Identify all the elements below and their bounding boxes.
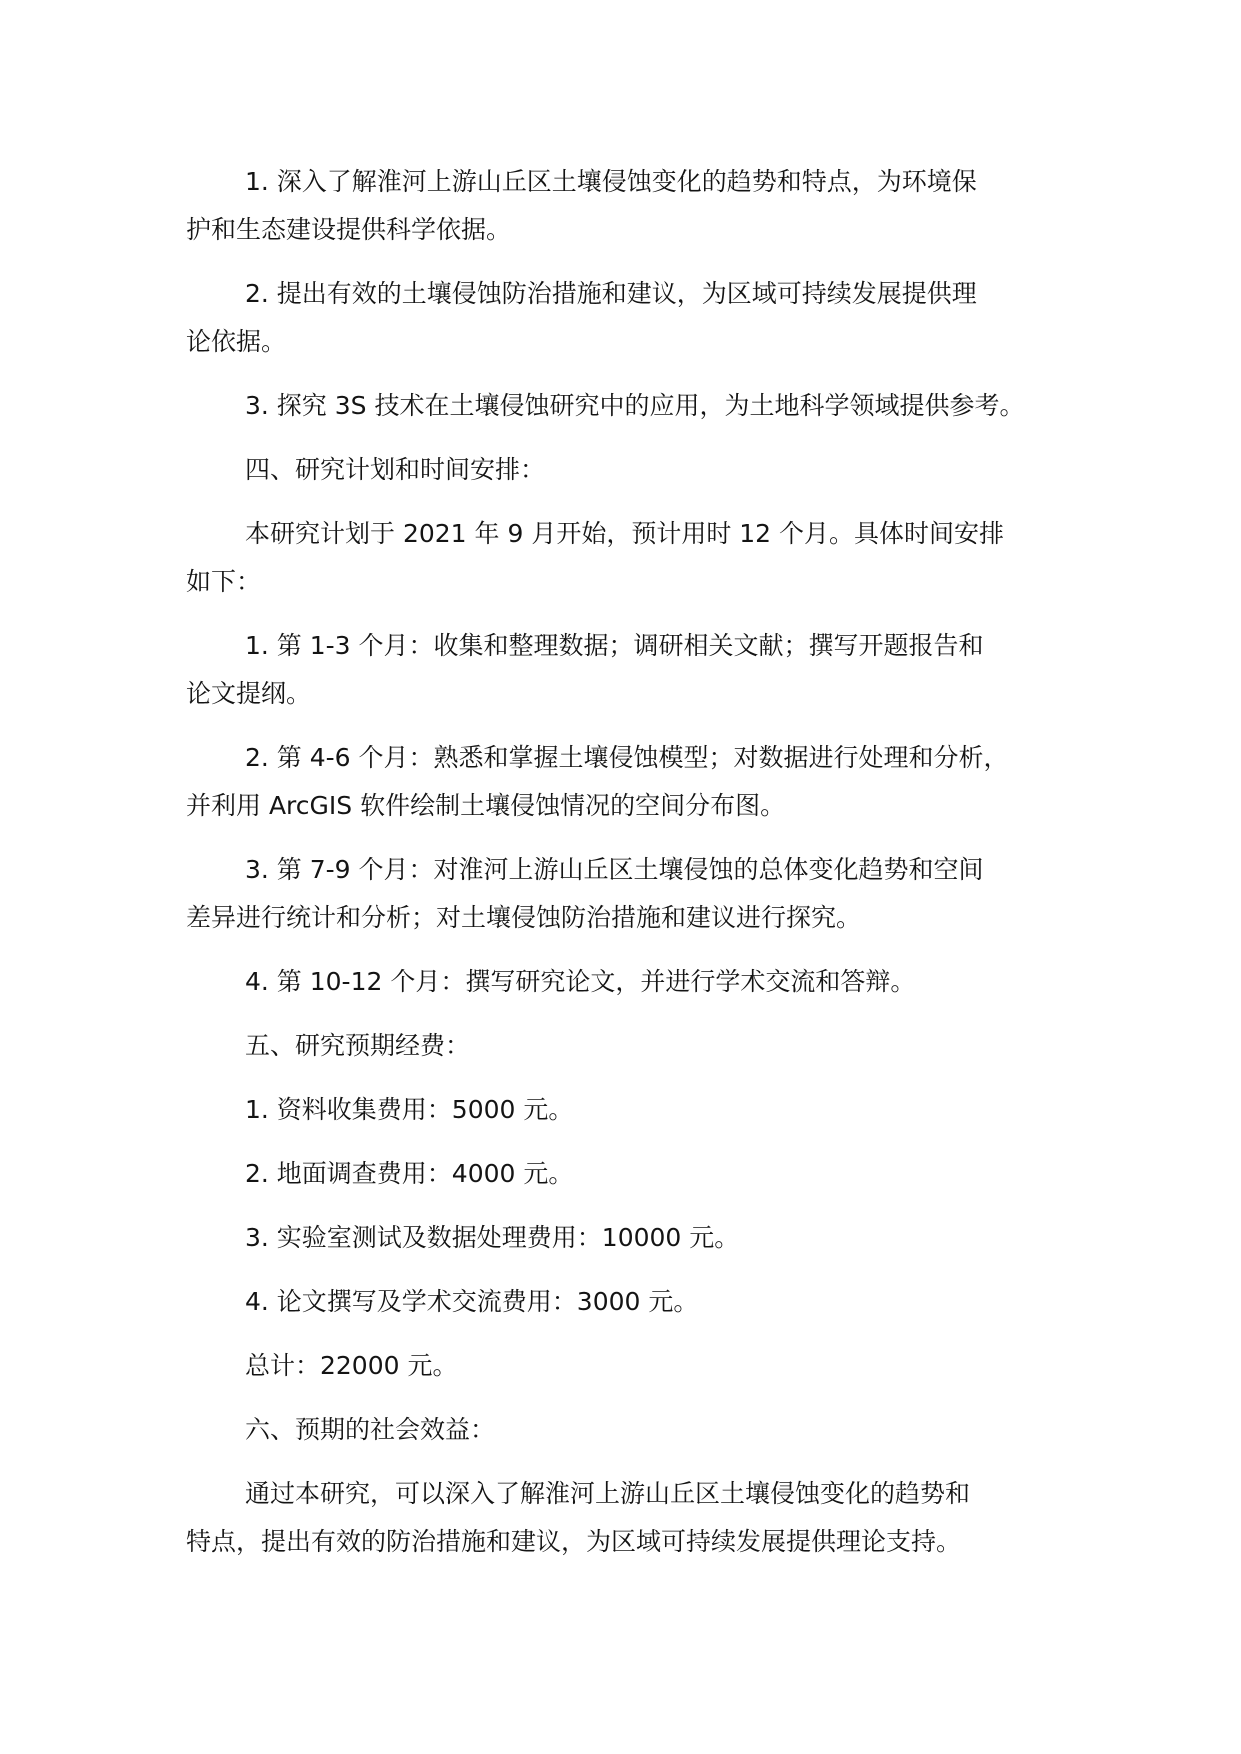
paragraph-line: 1. 资料收集费用：5000 元。 [245, 1095, 574, 1124]
paragraph-line: 2. 提出有效的土壤侵蚀防治措施和建议，为区域可持续发展提供理 [245, 279, 977, 308]
paragraph-line: 总计：22000 元。 [245, 1351, 458, 1380]
paragraph-line: 差异进行统计和分析；对土壤侵蚀防治措施和建议进行探究。 [186, 903, 862, 932]
paragraph-line: 论依据。 [186, 327, 287, 356]
paragraph-line: 本研究计划于 2021 年 9 月开始，预计用时 12 个月。具体时间安排 [245, 519, 1005, 548]
paragraph-line: 护和生态建设提供科学依据。 [186, 215, 512, 244]
paragraph-line: 特点，提出有效的防治措施和建议，为区域可持续发展提供理论支持。 [186, 1527, 962, 1556]
paragraph-plan-4 [186, 958, 1086, 1006]
paragraph-line: 3. 第 7-9 个月：对淮河上游山丘区土壤侵蚀的总体变化趋势和空间 [245, 855, 984, 884]
paragraph-plan-intro [186, 510, 1086, 606]
paragraph-plan-1 [186, 622, 1086, 718]
section-heading-plan [186, 446, 1086, 494]
paragraph-line: 4. 第 10-12 个月：撰写研究论文，并进行学术交流和答辩。 [245, 967, 916, 996]
paragraph-budget-1 [186, 1086, 1086, 1134]
paragraph-budget-3 [186, 1214, 1086, 1262]
document-body [186, 158, 1086, 1582]
paragraph-benefits [186, 1470, 1086, 1566]
paragraph-line: 1. 第 1-3 个月：收集和整理数据；调研相关文献；撰写开题报告和 [245, 631, 984, 660]
paragraph-plan-3 [186, 846, 1086, 942]
paragraph-line: 4. 论文撰写及学术交流费用：3000 元。 [245, 1287, 699, 1316]
paragraph-budget-2 [186, 1150, 1086, 1198]
paragraph-line: 3. 实验室测试及数据处理费用：10000 元。 [245, 1223, 740, 1252]
paragraph-objective-2 [186, 270, 1086, 366]
paragraph-objective-1 [186, 158, 1086, 254]
paragraph-budget-4 [186, 1278, 1086, 1326]
paragraph-plan-2 [186, 734, 1086, 830]
section-heading-budget [186, 1022, 1086, 1070]
section-heading: 六、预期的社会效益： [245, 1415, 496, 1444]
paragraph-line: 论文提纲。 [186, 679, 312, 708]
paragraph-line: 并利用 ArcGIS 软件绘制土壤侵蚀情况的空间分布图。 [186, 791, 786, 820]
paragraph-line: 2. 地面调查费用：4000 元。 [245, 1159, 574, 1188]
paragraph-line: 3. 探究 3S 技术在土壤侵蚀研究中的应用，为土地科学领域提供参考。 [245, 391, 1025, 420]
section-heading-benefits [186, 1406, 1086, 1454]
paragraph-budget-total [186, 1342, 1086, 1390]
section-heading: 四、研究计划和时间安排： [245, 455, 546, 484]
paragraph-line: 1. 深入了解淮河上游山丘区土壤侵蚀变化的趋势和特点，为环境保 [245, 167, 977, 196]
section-heading: 五、研究预期经费： [245, 1031, 471, 1060]
paragraph-line: 2. 第 4-6 个月：熟悉和掌握土壤侵蚀模型；对数据进行处理和分析， [245, 743, 1009, 772]
paragraph-line: 如下： [186, 567, 262, 596]
paragraph-line: 通过本研究，可以深入了解淮河上游山丘区土壤侵蚀变化的趋势和 [245, 1479, 971, 1508]
paragraph-objective-3 [186, 382, 1086, 430]
